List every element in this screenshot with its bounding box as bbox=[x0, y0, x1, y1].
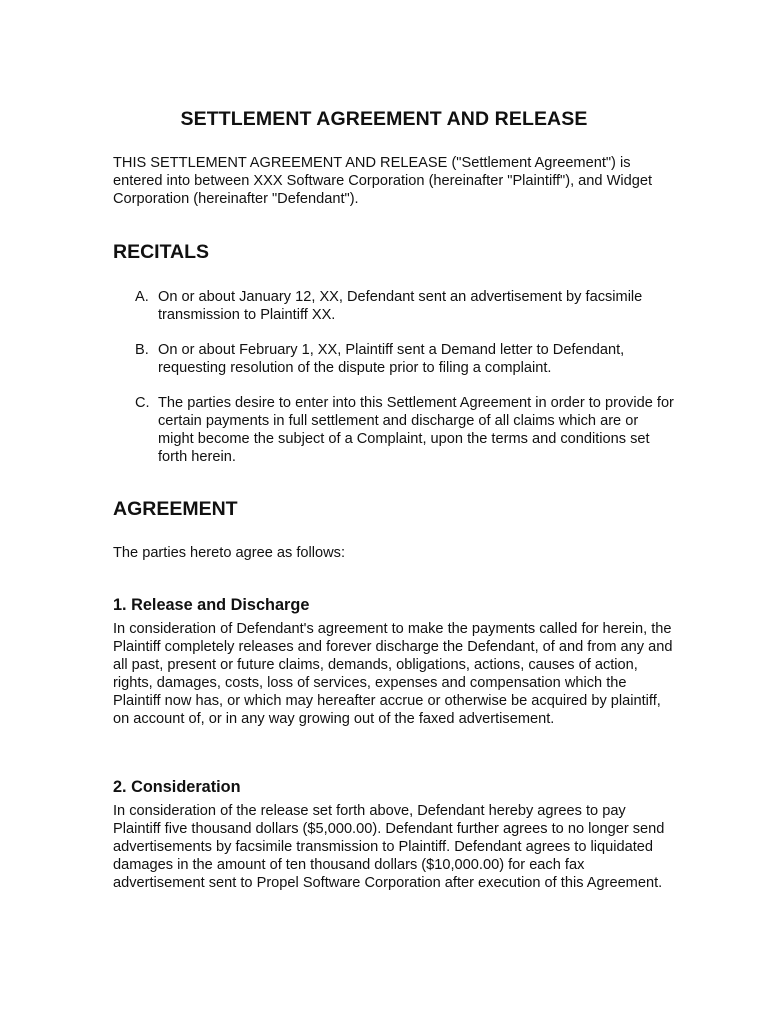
recital-marker: B. bbox=[135, 342, 149, 358]
recital-text: The parties desire to enter into this Settlement Agreement in order to provide for certain payments in full settlement and discharge of all claims which are or might become the subject of a Complaint, upon the terms and conditions set forth herein. bbox=[158, 395, 674, 465]
agreement-lead: The parties hereto agree as follows: bbox=[113, 545, 346, 561]
recital-item-b bbox=[135, 341, 675, 377]
document-title: SETTLEMENT AGREEMENT AND RELEASE bbox=[180, 108, 588, 130]
recital-marker: C. bbox=[135, 395, 150, 411]
agreement-heading: AGREEMENT bbox=[113, 498, 238, 520]
recital-text: On or about January 12, XX, Defendant sent an advertisement by facsimile transmission to Plaintiff XX. bbox=[158, 289, 643, 323]
recital-item-c bbox=[135, 394, 675, 466]
section-heading-consideration: 2. Consideration bbox=[113, 778, 241, 796]
section-text-consideration: In consideration of the release set forth above, Defendant hereby agrees to pay Plaintiff five thousand dollars ($5,000.00). Defendant further agrees to no longer send advertisements by facsimile transmission to Plaintiff. Defendant agrees to liquidated damages in the amount of ten thousand dollars ($10,000.00) for each fax advertisement sent to Propel Software Corporation after execution of this Agreement. bbox=[113, 803, 665, 891]
recital-text: On or about February 1, XX, Plaintiff sent a Demand letter to Defendant, requesting resolution of the dispute prior to filing a complaint. bbox=[158, 342, 625, 376]
section-heading-release: 1. Release and Discharge bbox=[113, 596, 310, 614]
recitals-heading: RECITALS bbox=[113, 241, 210, 263]
intro-paragraph: THIS SETTLEMENT AGREEMENT AND RELEASE ("Settlement Agreement") is entered into between XXX Software Corporation (hereinafter "Plaintiff"), and Widget Corporation (hereinafter "Defendant"). bbox=[113, 155, 653, 207]
recital-marker: A. bbox=[135, 289, 149, 305]
recital-item-a bbox=[135, 288, 675, 324]
section-text-release: In consideration of Defendant's agreement to make the payments called for herein, the Plaintiff completely releases and forever discharge the Defendant, of and from any and all past, present or future claims, demands, obligations, actions, causes of action, rights, damages, costs, loss of services, expenses and compensation which the Plaintiff now has, or which may hereafter accrue or otherwise be acquired by plaintiff, on account of, or in any way growing out of the faxed advertisement. bbox=[113, 621, 673, 727]
